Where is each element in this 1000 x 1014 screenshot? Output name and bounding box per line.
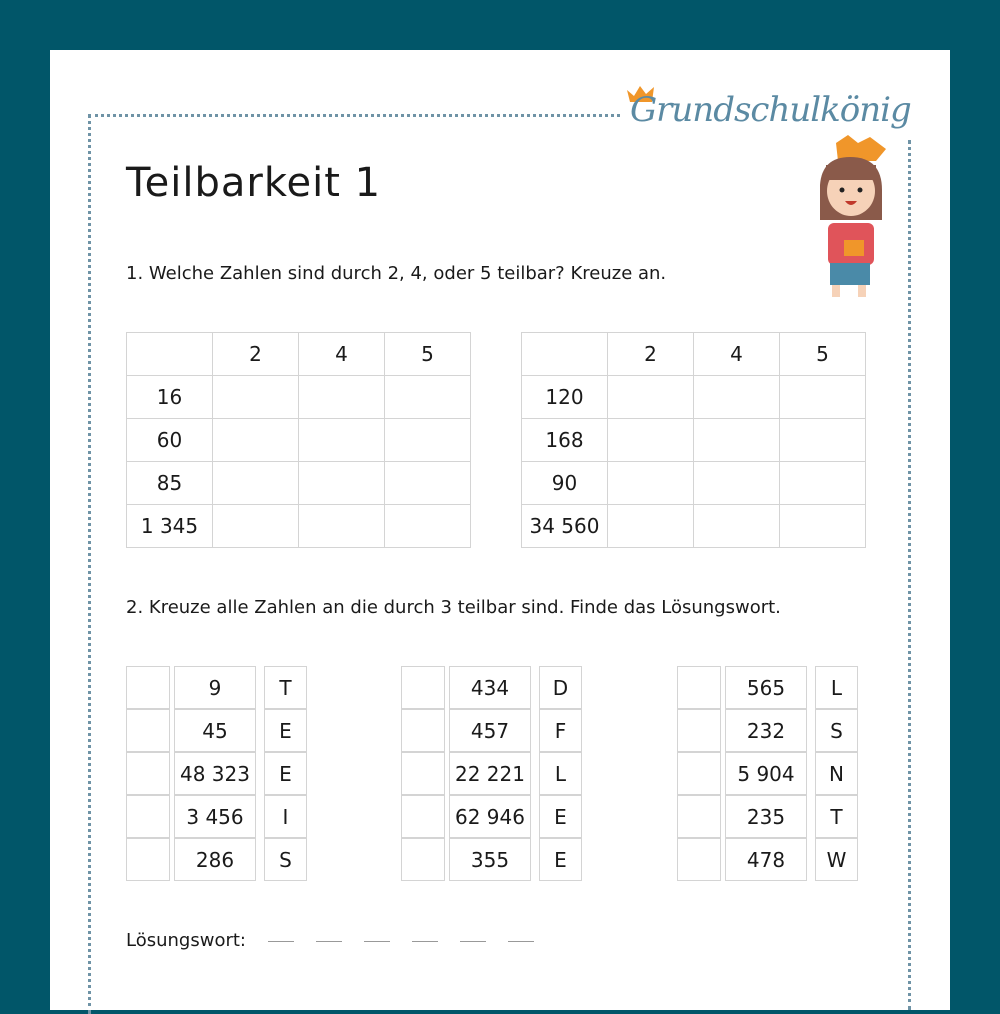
checkbox-cell[interactable] [780, 376, 866, 419]
table-row [127, 505, 471, 548]
checkbox-cell[interactable] [213, 505, 299, 548]
number-cell: 16 [127, 376, 213, 419]
column-header: 2 [608, 333, 694, 376]
column-header: 2 [213, 333, 299, 376]
number-cell: 168 [522, 419, 608, 462]
divisibility-table-2 [521, 332, 866, 548]
task-2-instruction: 2. Kreuze alle Zahlen an die durch 3 teilbar sind. Finde das Lösungswort. [126, 597, 781, 618]
number-cell: 22 221 [449, 752, 531, 795]
column-header: 5 [780, 333, 866, 376]
number-cell: 232 [725, 709, 807, 752]
checkbox-cell[interactable] [385, 505, 471, 548]
number-cell: 60 [127, 419, 213, 462]
checkbox-cell[interactable] [401, 795, 445, 838]
letter-cell: S [815, 709, 858, 752]
table-row [522, 419, 866, 462]
solution-label: Lösungswort: [126, 930, 246, 951]
checkbox-cell[interactable] [608, 505, 694, 548]
number-cell: 45 [174, 709, 256, 752]
checkbox-cell[interactable] [401, 752, 445, 795]
letter-cell: T [264, 666, 307, 709]
column-header [127, 333, 213, 376]
dotted-border-top [88, 114, 620, 117]
checkbox-cell[interactable] [677, 709, 721, 752]
checkbox-cell[interactable] [780, 419, 866, 462]
number-cell: 120 [522, 376, 608, 419]
number-cell: 34 560 [522, 505, 608, 548]
dotted-border-left [88, 114, 91, 1014]
checkbox-cell[interactable] [385, 419, 471, 462]
checkbox-cell[interactable] [385, 462, 471, 505]
checkbox-cell[interactable] [126, 752, 170, 795]
girl-illustration-icon [808, 135, 893, 305]
checkbox-cell[interactable] [608, 419, 694, 462]
number-cell: 48 323 [174, 752, 256, 795]
letter-cell: E [264, 752, 307, 795]
number-cell: 62 946 [449, 795, 531, 838]
checkbox-cell[interactable] [126, 709, 170, 752]
table-row [127, 419, 471, 462]
checkbox-cell[interactable] [694, 462, 780, 505]
checkbox-cell[interactable] [401, 666, 445, 709]
letter-cell: I [264, 795, 307, 838]
table-row [522, 462, 866, 505]
number-cell: 9 [174, 666, 256, 709]
letter-cell: E [539, 795, 582, 838]
checkbox-cell[interactable] [126, 666, 170, 709]
solution-word [126, 930, 534, 951]
table-row [127, 462, 471, 505]
column-header [522, 333, 608, 376]
number-cell: 478 [725, 838, 807, 881]
table-row [522, 505, 866, 548]
letter-cell: F [539, 709, 582, 752]
checkbox-cell[interactable] [694, 376, 780, 419]
number-cell: 1 345 [127, 505, 213, 548]
letter-cell: S [264, 838, 307, 881]
letter-cell: L [815, 666, 858, 709]
column-header: 4 [694, 333, 780, 376]
letter-cell: L [539, 752, 582, 795]
number-cell: 235 [725, 795, 807, 838]
solution-blank[interactable] [412, 941, 438, 942]
checkbox-cell[interactable] [608, 462, 694, 505]
checkbox-cell[interactable] [780, 462, 866, 505]
letter-cell: E [264, 709, 307, 752]
page-title: Teilbarkeit 1 [126, 160, 382, 206]
checkbox-cell[interactable] [126, 795, 170, 838]
number-cell: 565 [725, 666, 807, 709]
letter-cell: N [815, 752, 858, 795]
checkbox-cell[interactable] [299, 505, 385, 548]
checkbox-cell[interactable] [299, 462, 385, 505]
letter-cell: W [815, 838, 858, 881]
column-header: 4 [299, 333, 385, 376]
number-cell: 286 [174, 838, 256, 881]
solution-blank[interactable] [460, 941, 486, 942]
checkbox-cell[interactable] [213, 376, 299, 419]
number-cell: 3 456 [174, 795, 256, 838]
letter-cell: T [815, 795, 858, 838]
checkbox-cell[interactable] [677, 795, 721, 838]
table-row [522, 376, 866, 419]
checkbox-cell[interactable] [677, 666, 721, 709]
checkbox-cell[interactable] [299, 376, 385, 419]
number-cell: 5 904 [725, 752, 807, 795]
checkbox-cell[interactable] [608, 376, 694, 419]
solution-blank[interactable] [508, 941, 534, 942]
letter-cell: E [539, 838, 582, 881]
checkbox-cell[interactable] [213, 462, 299, 505]
checkbox-cell[interactable] [385, 376, 471, 419]
checkbox-cell[interactable] [677, 752, 721, 795]
checkbox-cell[interactable] [213, 419, 299, 462]
task-1-instruction: 1. Welche Zahlen sind durch 2, 4, oder 5 teilbar? Kreuze an. [126, 263, 667, 284]
number-cell: 355 [449, 838, 531, 881]
number-cell: 457 [449, 709, 531, 752]
checkbox-cell[interactable] [299, 419, 385, 462]
table-header-row [522, 333, 866, 376]
divisibility-table-1 [126, 332, 471, 548]
number-cell: 434 [449, 666, 531, 709]
solution-blank[interactable] [316, 941, 342, 942]
solution-blank[interactable] [364, 941, 390, 942]
checkbox-cell[interactable] [677, 838, 721, 881]
solution-blank[interactable] [268, 941, 294, 942]
checkbox-cell[interactable] [401, 838, 445, 881]
number-cell: 85 [127, 462, 213, 505]
number-cell: 90 [522, 462, 608, 505]
checkbox-cell[interactable] [780, 505, 866, 548]
checkbox-cell[interactable] [694, 419, 780, 462]
brand-logo: Grundschulkönig [630, 90, 911, 130]
dotted-border-right [908, 140, 911, 1010]
table-row [127, 376, 471, 419]
column-header: 5 [385, 333, 471, 376]
table-header-row [127, 333, 471, 376]
letter-cell: D [539, 666, 582, 709]
checkbox-cell[interactable] [126, 838, 170, 881]
checkbox-cell[interactable] [694, 505, 780, 548]
checkbox-cell[interactable] [401, 709, 445, 752]
